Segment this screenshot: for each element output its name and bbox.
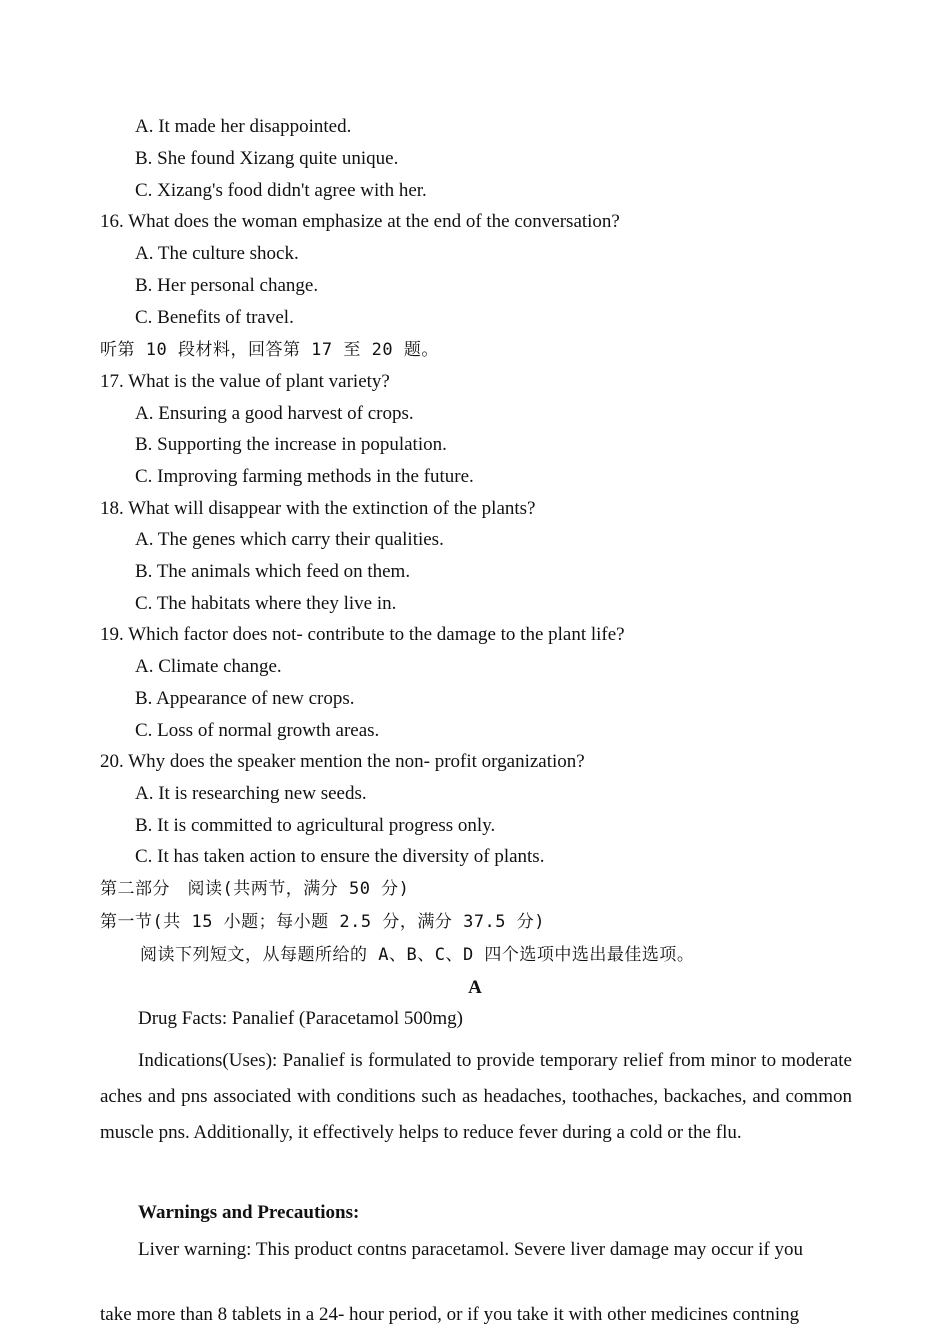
- part2-heading: 第二部分 阅读(共两节，满分 50 分): [100, 879, 410, 899]
- q15-option-b: B. She found Xizang quite unique.: [135, 148, 399, 169]
- q20-question: 20. Why does the speaker mention the non- profit organization?: [100, 751, 585, 772]
- indications-paragraph: Indications(Uses): Panalief is formulated to provide temporary relief from minor to moderate aches and pns associated with conditions such as headaches, toothaches, backaches, and common muscle pns. Additionally, it effectively helps to reduce fever during a cold or the flu.: [100, 1050, 852, 1143]
- q19-option-c: C. Loss of normal growth areas.: [135, 720, 380, 741]
- q20-option-a: A. It is researching new seeds.: [135, 783, 367, 804]
- q18-option-a: A. The genes which carry their qualities.: [135, 529, 444, 550]
- q17-option-c: C. Improving farming methods in the future.: [135, 466, 474, 487]
- q19-question: 19. Which factor does not- contribute to the damage to the plant life?: [100, 624, 625, 645]
- q16-option-c: C. Benefits of travel.: [135, 307, 294, 328]
- liver-warning: Liver warning: This product contns paracetamol. Severe liver damage may occur if you: [138, 1239, 803, 1260]
- q17-option-b: B. Supporting the increase in population.: [135, 434, 447, 455]
- q17-option-a: A. Ensuring a good harvest of crops.: [135, 403, 414, 424]
- q15-option-c: C. Xizang's food didn't agree with her.: [135, 180, 427, 201]
- liver-warning-continuation: take more than 8 tablets in a 24- hour period, or if you take it with other medicines contning: [100, 1304, 800, 1325]
- q19-option-b: B. Appearance of new crops.: [135, 688, 355, 709]
- q17-question: 17. What is the value of plant variety?: [100, 371, 390, 392]
- section1-heading: 第一节(共 15 小题；每小题 2.5 分，满分 37.5 分): [100, 912, 545, 932]
- q19-option-a: A. Climate change.: [135, 656, 282, 677]
- q18-option-c: C. The habitats where they live in.: [135, 593, 397, 614]
- warnings-heading: Warnings and Precautions:: [138, 1202, 360, 1223]
- q16-question: 16. What does the woman emphasize at the end of the conversation?: [100, 211, 620, 232]
- q15-option-a: A. It made her disappointed.: [135, 116, 352, 137]
- q20-option-b: B. It is committed to agricultural progress only.: [135, 815, 496, 836]
- q20-option-c: C. It has taken action to ensure the diversity of plants.: [135, 846, 545, 867]
- q16-option-a: A. The culture shock.: [135, 243, 299, 264]
- q18-option-b: B. The animals which feed on them.: [135, 561, 411, 582]
- drug-facts-title: Drug Facts: Panalief (Paracetamol 500mg): [138, 1008, 464, 1029]
- q18-question: 18. What will disappear with the extinction of the plants?: [100, 498, 536, 519]
- passage-label: A: [468, 977, 482, 998]
- reading-instruction: 阅读下列短文，从每题所给的 A、B、C、D 四个选项中选出最佳选项。: [140, 945, 695, 965]
- section10-instruction: 听第 10 段材料，回答第 17 至 20 题。: [100, 340, 439, 360]
- q16-option-b: B. Her personal change.: [135, 275, 319, 296]
